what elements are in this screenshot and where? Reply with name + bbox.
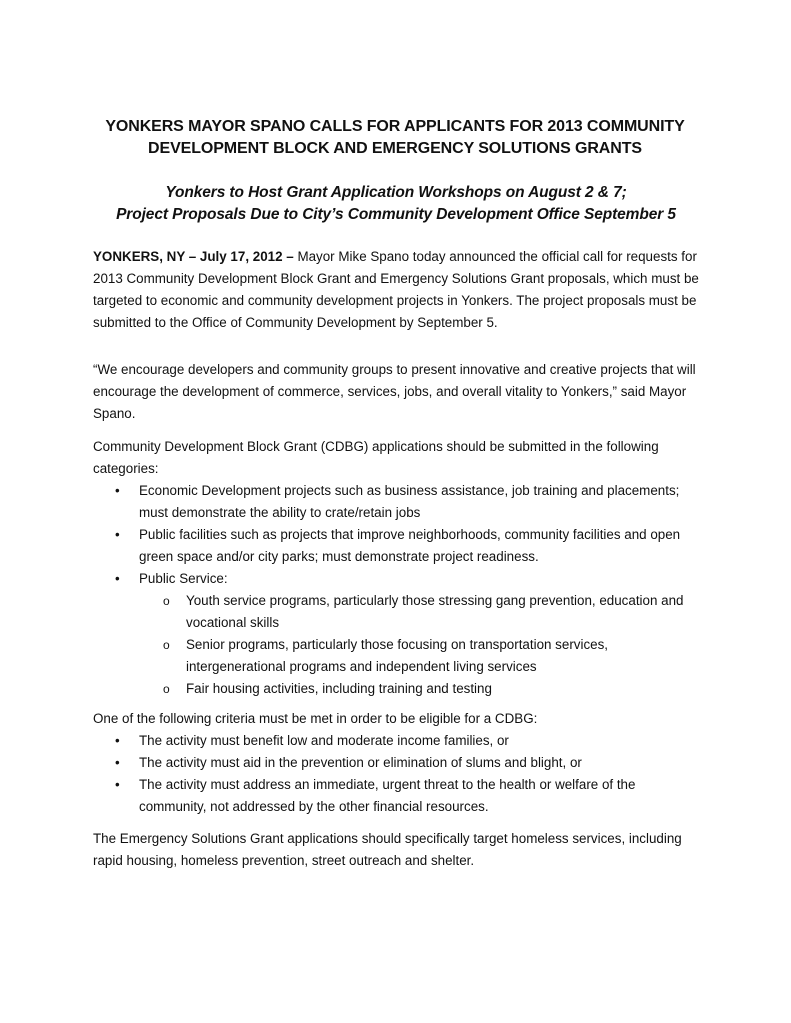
list-item [139, 634, 705, 678]
bullet-icon: • [115, 571, 120, 586]
list-item [93, 524, 705, 568]
list-item [93, 480, 705, 524]
esg-paragraph [93, 828, 705, 872]
criteria-intro: One of the following criteria must be met in order to be eligible for a CDBG: [93, 711, 538, 726]
list-item-text: The activity must address an immediate, urgent threat to the health or welfare of the community, not addressed by the other financial resources. [139, 777, 636, 814]
subheadline-line-2: Project Proposals Due to City’s Community Development Office September 5 [116, 206, 676, 223]
bullet-icon: • [115, 733, 120, 748]
intro-paragraph [93, 246, 705, 334]
subheadline [40, 182, 752, 226]
list-item-text: The activity must benefit low and moderate income families, or [139, 733, 509, 748]
cdbg-section [93, 436, 705, 700]
circle-bullet-icon: o [163, 594, 170, 608]
headline-line-2: DEVELOPMENT BLOCK AND EMERGENCY SOLUTIONS GRANTS [148, 140, 642, 157]
list-item [139, 678, 705, 700]
esg-text: The Emergency Solutions Grant applications should specifically target homeless services, including rapid housing, homeless prevention, street outreach and shelter. [93, 831, 682, 868]
bullet-icon: • [115, 777, 120, 792]
circle-bullet-icon: o [163, 682, 170, 696]
list-item-text: Public facilities such as projects that improve neighborhoods, community facilities and open green space and/or city parks; must demonstrate project readiness. [139, 527, 681, 564]
quote-paragraph [93, 359, 705, 425]
list-item-text: Public Service: [139, 571, 228, 586]
list-item [139, 590, 705, 634]
circle-bullet-icon: o [163, 638, 170, 652]
bullet-icon: • [115, 755, 120, 770]
list-item-text: Youth service programs, particularly those stressing gang prevention, education and vocational skills [186, 593, 684, 630]
list-item [93, 730, 705, 752]
list-item-text: Fair housing activities, including training and testing [186, 681, 492, 696]
list-item-text: The activity must aid in the prevention or elimination of slums and blight, or [139, 755, 582, 770]
bullet-icon: • [115, 483, 120, 498]
dateline: YONKERS, NY – July 17, 2012 – [93, 249, 294, 264]
list-item [93, 568, 705, 700]
bullet-icon: • [115, 527, 120, 542]
cdbg-intro: Community Development Block Grant (CDBG) applications should be submitted in the following categories: [93, 439, 659, 476]
list-item-text: Senior programs, particularly those focusing on transportation services, intergenerational programs and independent living services [186, 637, 609, 674]
public-service-sublist [139, 590, 705, 700]
headline [60, 116, 730, 160]
quote-text: “We encourage developers and community groups to present innovative and creative projects that will encourage the development of commerce, services, jobs, and overall vitality to Yonkers,” said Mayor Spano. [93, 362, 696, 421]
criteria-list [93, 730, 705, 818]
subheadline-line-1: Yonkers to Host Grant Application Workshops on August 2 & 7; [165, 184, 627, 201]
cdbg-category-list [93, 480, 705, 700]
intro-text: Mayor Mike Spano today announced the official call for requests for 2013 Community Development Block Grant and Emergency Solutions Grant proposals, which must be targeted to economic and community development projects in Yonkers. The project proposals must be submitted to the Office of Community Development by September 5. [93, 249, 699, 330]
headline-line-1: YONKERS MAYOR SPANO CALLS FOR APPLICANTS FOR 2013 COMMUNITY [105, 118, 685, 135]
criteria-section [93, 708, 705, 818]
list-item [93, 752, 705, 774]
list-item [93, 774, 705, 818]
list-item-text: Economic Development projects such as business assistance, job training and placements; must demonstrate the ability to crate/retain jobs [139, 483, 680, 520]
